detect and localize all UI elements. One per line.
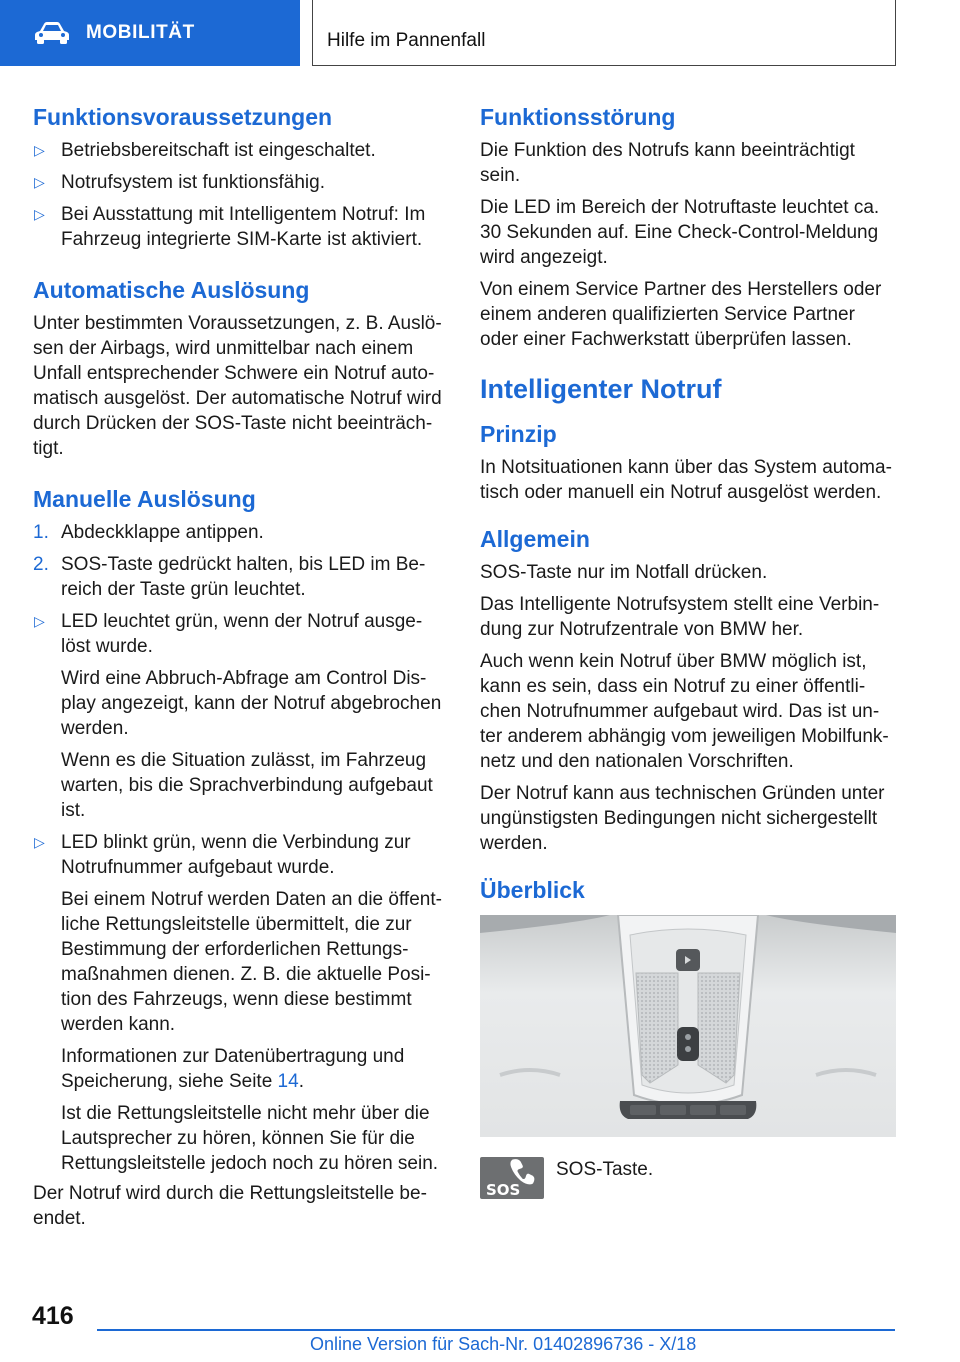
figure-legend xyxy=(480,1157,898,1199)
car-icon xyxy=(34,21,70,45)
triangle-bullet-icon: ▷ xyxy=(34,613,45,629)
list-item: ▷ LED blinkt grün, wenn die Verbindung zur Notrufnummer aufgebaut wurde. Bei einem Notruf werden Daten an die öffent-liche Rettungsleitstelle übermittelt, die zur Bestimmung der erforderlichen Rettungs-maßnahmen dienen. Z. B. die aktuelle Posi-tion des Fahrzeugs, wenn diese bestimmt werden kann. Informationen zur Datenübertragung und Speicherung, siehe Seite 14. Ist die Rettungsleitstelle nicht mehr über die Lautsprecher zu hören, können Sie für die Rettungsleitstelle jedoch noch zu hören sein. xyxy=(34,832,442,1174)
roof-console-illustration xyxy=(480,915,896,1137)
legend-text: SOS-Taste. xyxy=(556,1159,654,1180)
page-number: 416 xyxy=(32,1302,74,1330)
heading-ueberblick: Überblick xyxy=(480,877,585,903)
section-tab[interactable] xyxy=(0,0,300,66)
list-item: ▷ Notrufsystem ist funktionsfähig. xyxy=(34,172,325,193)
triangle-bullet-icon: ▷ xyxy=(34,174,45,190)
footer-divider xyxy=(97,1329,895,1331)
step-item: 2. SOS-Taste gedrückt halten, bis LED im Be-reich der Taste grün leuchtet. xyxy=(33,554,426,600)
triangle-bullet-icon: ▷ xyxy=(34,834,45,850)
closing-text: Der Notruf wird durch die Rettungsleitstelle be-endet. xyxy=(33,1183,427,1229)
triangle-bullet-icon: ▷ xyxy=(34,142,45,158)
chapter-label: Hilfe im Pannenfall xyxy=(327,30,486,51)
automatic-text: Unter bestimmten Voraussetzungen, z. B. Auslö-sen der Airbags, wird unmittelbar nach einem Unfall entsprechender Schwere ein Notruf auto-matisch ausgelöst. Der automatische Notruf wird durch Drücken der SOS-Taste nicht beeinträch-tigt. xyxy=(33,313,442,459)
page-link[interactable]: 14 xyxy=(277,1071,299,1092)
heading-manuelle-ausloesung: Manuelle Auslösung xyxy=(33,486,256,512)
list-item: ▷ Bei Ausstattung mit Intelligentem Notruf: Im Fahrzeug integrierte SIM-Karte ist aktiviert. xyxy=(34,204,426,250)
manual-results xyxy=(33,609,451,1176)
heading-allgemein: Allgemein xyxy=(480,526,590,552)
heading-automatische-ausloesung: Automatische Auslösung xyxy=(33,277,310,303)
svg-text:SOS: SOS xyxy=(486,1181,521,1199)
step-item: 1. Abdeckklappe antippen. xyxy=(33,522,264,543)
triangle-bullet-icon: ▷ xyxy=(34,206,45,222)
left-column xyxy=(33,100,451,1238)
footer-text: Online Version für Sach-Nr. 01402896736 - X/18 xyxy=(310,1334,697,1354)
list-item: ▷ Betriebsbereitschaft ist eingeschaltet. xyxy=(34,140,376,161)
heading-intelligenter-notruf: Intelligenter Notruf xyxy=(480,374,722,404)
section-label: MOBILITÄT xyxy=(86,22,195,43)
heading-prinzip: Prinzip xyxy=(480,421,557,447)
sos-button-icon xyxy=(480,1157,544,1199)
heading-funktionsstoerung: Funktionsstörung xyxy=(480,104,676,130)
chapter-box xyxy=(312,0,896,66)
requirements-list xyxy=(33,138,451,252)
roof-console-image xyxy=(480,915,896,1137)
right-column: Funktionsstörung Die Funktion des Notrufs kann beeinträchtigt sein. Die LED im Bereich der Notruftaste leuchtet ca. 30 Sekunden auf. Eine Check-Control-Meldung wird angezeigt. Von einem Service Partner des Herstellers oder einem anderen qualifizierten Service Partner oder einer Fachwerkstatt überprüfen lassen. Intelligenter Notruf Prinzip In Notsituationen kann über das System automa-tisch oder manuell ein Notruf ausgelöst werden. Allgemein SOS-Taste nur im Notfall drücken. Das Intelligente Notrufsystem stellt eine Verbin-dung zur Notrufzentrale von BMW her. Auch wenn kein Notruf über BMW möglich ist, kann es sein, dass ein Notruf zu einer öffentli-chen Notrufnummer aufgebaut wird. Das ist un-ter anderem abhängig vom jeweiligen Mobilfunk-netz und den nationalen Vorschriften. Der Notruf kann aus technischen Gründen unter ungünstigsten Bedingungen nicht sichergestellt werden. Überblick SOS SOS-Taste. xyxy=(480,100,898,1199)
heading-funktionsvoraussetzungen: Funktionsvoraussetzungen xyxy=(33,104,333,130)
page-header xyxy=(0,0,960,66)
list-item: ▷ LED leuchtet grün, wenn der Notruf ausge-löst wurde. Wird eine Abbruch-Abfrage am Control Dis-play angezeigt, kann der Notruf abgebrochen werden. Wenn es die Situation zulässt, im Fahrzeug warten, bis die Sprachverbindung aufgebaut ist. xyxy=(34,611,442,821)
manual-steps xyxy=(33,520,451,602)
